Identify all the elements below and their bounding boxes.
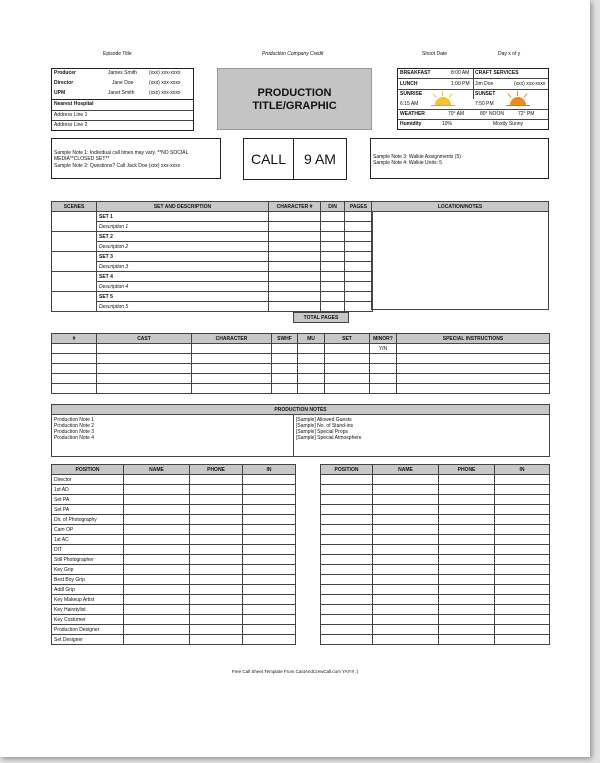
- set-header: SET: [325, 334, 370, 344]
- note-4: Sample Note 4: Walkie Units: 5: [373, 160, 443, 166]
- table-row: [321, 585, 550, 595]
- set-label: SET 5: [97, 292, 269, 302]
- call-time-box: [243, 138, 347, 180]
- hospital-label: Nearest Hospital: [54, 101, 94, 107]
- contacts-box: [51, 68, 194, 131]
- production-notes-title: PRODUCTION NOTES: [52, 405, 550, 415]
- table-row: [52, 212, 373, 222]
- table-row: [52, 374, 550, 384]
- sunset-time: 7:50 PM: [475, 101, 494, 107]
- table-row: [321, 565, 550, 575]
- table-row: [52, 545, 296, 555]
- table-row: [321, 605, 550, 615]
- crew-position: Set Designer: [52, 635, 124, 645]
- production-credit: Production Company Credit: [262, 51, 324, 57]
- production-notes-left: [52, 415, 294, 457]
- notes-left-box: [51, 138, 221, 179]
- director-label: Director: [54, 80, 74, 86]
- character-number-header: CHARACTER #: [269, 202, 321, 212]
- shoot-date: Shoot Date: [422, 51, 448, 57]
- table-row: [321, 525, 550, 535]
- cast-number-header: #: [52, 334, 97, 344]
- crew-position: Still Photographer: [52, 555, 124, 565]
- upm-label: UPM: [54, 90, 66, 96]
- set-label: SET 3: [97, 252, 269, 262]
- address-line-2: Address Line 2: [54, 122, 88, 128]
- crew-position: DIT: [52, 545, 124, 555]
- minor-header: MINOR?: [370, 334, 397, 344]
- table-row: [52, 535, 296, 545]
- crew-position: Key Makeup Artist: [52, 595, 124, 605]
- table-row: [321, 505, 550, 515]
- crew-position: 1st AC: [52, 535, 124, 545]
- table-row: [52, 635, 296, 645]
- set-description: Description 2: [97, 242, 269, 252]
- director-phone: (xxx) xxx-xxxx: [149, 80, 181, 86]
- set-label: SET 2: [97, 232, 269, 242]
- total-pages-label: TOTAL PAGES: [294, 313, 349, 323]
- production-note: [Sample] Allowed Guests: [296, 417, 352, 423]
- total-pages-row: [293, 312, 349, 323]
- table-row: [52, 282, 373, 292]
- position-header: POSITION: [321, 465, 373, 475]
- sunrise-time: 6:15 AM: [400, 101, 419, 107]
- sunrise-icon: [431, 91, 455, 107]
- weather-conditions: Mostly Sunny: [493, 121, 524, 127]
- table-row: [321, 475, 550, 485]
- crew-table-right: [320, 464, 550, 645]
- production-notes-right: [294, 415, 550, 457]
- table-row: [52, 384, 550, 394]
- production-title-graphic: [217, 68, 372, 130]
- upm-phone: (xxx) xxx-xxxx: [149, 90, 181, 96]
- set-description: Description 4: [97, 282, 269, 292]
- location-notes-table: [371, 201, 549, 310]
- character-header: CHARACTER: [192, 334, 272, 344]
- table-row: [52, 485, 296, 495]
- set-label: SET 4: [97, 272, 269, 282]
- table-row: [52, 232, 373, 242]
- table-row: [52, 475, 296, 485]
- table-row: [321, 575, 550, 585]
- production-note: [Sample] Special Atmosphere: [296, 435, 362, 441]
- table-row: [321, 485, 550, 495]
- address-line-1: Address Line 1: [54, 112, 88, 118]
- table-row: [52, 575, 296, 585]
- title-line-1: PRODUCTION: [257, 87, 332, 99]
- table-row: [321, 555, 550, 565]
- crew-position: Key Hairstylist: [52, 605, 124, 615]
- table-row: [52, 565, 296, 575]
- scenes-header: SCENES: [52, 202, 97, 212]
- scenes-table: [51, 201, 373, 312]
- table-row: [52, 525, 296, 535]
- episode-title: Episode Title: [103, 51, 132, 57]
- note-3: Sample Note 3: Walkie Assignments (5): [373, 154, 461, 160]
- cast-table: [51, 333, 550, 394]
- pages-header: PAGES: [345, 202, 373, 212]
- breakfast-label: BREAKFAST: [400, 70, 431, 76]
- production-note: Production Note 4: [54, 435, 95, 441]
- footer-credit: Free Call Sheet Template From CastAndCrewCall.com YAY!!! :): [231, 669, 359, 674]
- table-row: [52, 595, 296, 605]
- table-row: [52, 555, 296, 565]
- producer-name: James Smith: [108, 70, 137, 76]
- crew-position: 1st AD: [52, 485, 124, 495]
- table-row: [52, 272, 373, 282]
- set-description: Description 5: [97, 302, 269, 312]
- producer-label: Producer: [54, 70, 76, 76]
- production-note: [Sample] Special Props: [296, 429, 348, 435]
- lunch-time: 1:00 PM: [451, 81, 470, 87]
- craft-phone: (xxx) xxx-xxxx: [514, 81, 546, 87]
- upm-name: Janet Smith: [108, 90, 135, 96]
- set-description: Description 3: [97, 262, 269, 272]
- crew-position: Best Boy Grip: [52, 575, 124, 585]
- set-label: SET 1: [97, 212, 269, 222]
- table-row: [52, 505, 296, 515]
- swhf-header: SWHF: [272, 334, 298, 344]
- crew-position: Key Grip: [52, 565, 124, 575]
- call-label: CALL: [250, 151, 287, 167]
- table-row: [52, 495, 296, 505]
- breakfast-time: 8:00 AM: [451, 70, 470, 76]
- production-note: Production Note 3: [54, 429, 95, 435]
- call-time: 9 AM: [304, 151, 336, 167]
- table-row: [52, 242, 373, 252]
- set-description: Description 1: [97, 222, 269, 232]
- crew-position: Cam OP: [52, 525, 124, 535]
- sunset-label: SUNSET: [475, 91, 496, 97]
- table-row: [321, 635, 550, 645]
- table-row: [52, 222, 373, 232]
- sunset-icon: [506, 91, 530, 107]
- phone-header: PHONE: [439, 465, 495, 475]
- note-1-line-2: MEDIA**CLOSED SET**: [54, 156, 110, 162]
- table-row: [52, 262, 373, 272]
- table-row: [52, 354, 550, 364]
- crew-position: Production Designer: [52, 625, 124, 635]
- weather-pm: 72° PM: [518, 111, 535, 117]
- in-header: IN: [243, 465, 296, 475]
- table-row: [52, 615, 296, 625]
- craft-name: Jim Doe: [475, 81, 494, 87]
- production-note: Production Note 2: [54, 423, 95, 429]
- title-line-2: TITLE/GRAPHIC: [252, 100, 337, 112]
- table-row: [321, 515, 550, 525]
- craft-services-label: CRAFT SERVICES: [475, 70, 519, 76]
- table-row: [321, 545, 550, 555]
- name-header: NAME: [124, 465, 190, 475]
- cast-header: CAST: [97, 334, 192, 344]
- humidity-value: 10%: [442, 121, 453, 127]
- table-row: [52, 344, 550, 354]
- minor-value: Y/N: [370, 344, 397, 354]
- crew-position: Dir. of Photography: [52, 515, 124, 525]
- table-row: [321, 615, 550, 625]
- phone-header: PHONE: [190, 465, 243, 475]
- crew-position: Key Costumer: [52, 615, 124, 625]
- crew-table-left: [51, 464, 296, 645]
- note-2: Sample Note 2: Questions? Call Jack Doe (xxx) xxx-xxxx: [54, 163, 181, 169]
- table-row: [321, 625, 550, 635]
- crew-position: Set PA: [52, 505, 124, 515]
- production-note: [Sample] No. of Stand-ins: [296, 423, 353, 429]
- producer-phone: (xxx) xxx-xxxx: [149, 70, 181, 76]
- day-of: Day x of y: [498, 51, 521, 57]
- production-notes-table: [51, 404, 550, 457]
- table-row: [321, 595, 550, 605]
- table-row: [52, 605, 296, 615]
- day-night-header: D/N: [321, 202, 345, 212]
- table-row: [321, 495, 550, 505]
- set-description-header: SET AND DESCRIPTION: [97, 202, 269, 212]
- crew-position: Director: [52, 475, 124, 485]
- weather-am: 70° AM: [448, 111, 465, 117]
- location-notes-header: LOCATION/NOTES: [372, 202, 549, 212]
- special-instructions-header: SPECIAL INSTRUCTIONS: [397, 334, 550, 344]
- production-note: Production Note 1: [54, 417, 95, 423]
- crew-position: Set PA: [52, 495, 124, 505]
- schedule-weather-box: [397, 68, 549, 130]
- notes-right-box: [370, 138, 549, 179]
- director-name: Jane Doe: [112, 80, 134, 86]
- in-header: IN: [495, 465, 550, 475]
- position-header: POSITION: [52, 465, 124, 475]
- table-row: [52, 302, 373, 312]
- table-row: [52, 585, 296, 595]
- table-row: [52, 292, 373, 302]
- sunrise-label: SUNRISE: [400, 91, 423, 97]
- crew-position: Addl Grip: [52, 585, 124, 595]
- humidity-label: Humidity: [400, 121, 422, 127]
- table-row: [321, 535, 550, 545]
- weather-noon: 80° NOON: [480, 111, 504, 117]
- weather-label: WEATHER: [400, 111, 425, 117]
- note-1-line-1: Sample Note 1: Individual call times may vary. **NO SOCIAL: [54, 150, 189, 156]
- mu-header: MU: [298, 334, 325, 344]
- table-row: [52, 364, 550, 374]
- name-header: NAME: [373, 465, 439, 475]
- table-row: [52, 625, 296, 635]
- table-row: [52, 515, 296, 525]
- table-row: [52, 252, 373, 262]
- lunch-label: LUNCH: [400, 81, 418, 87]
